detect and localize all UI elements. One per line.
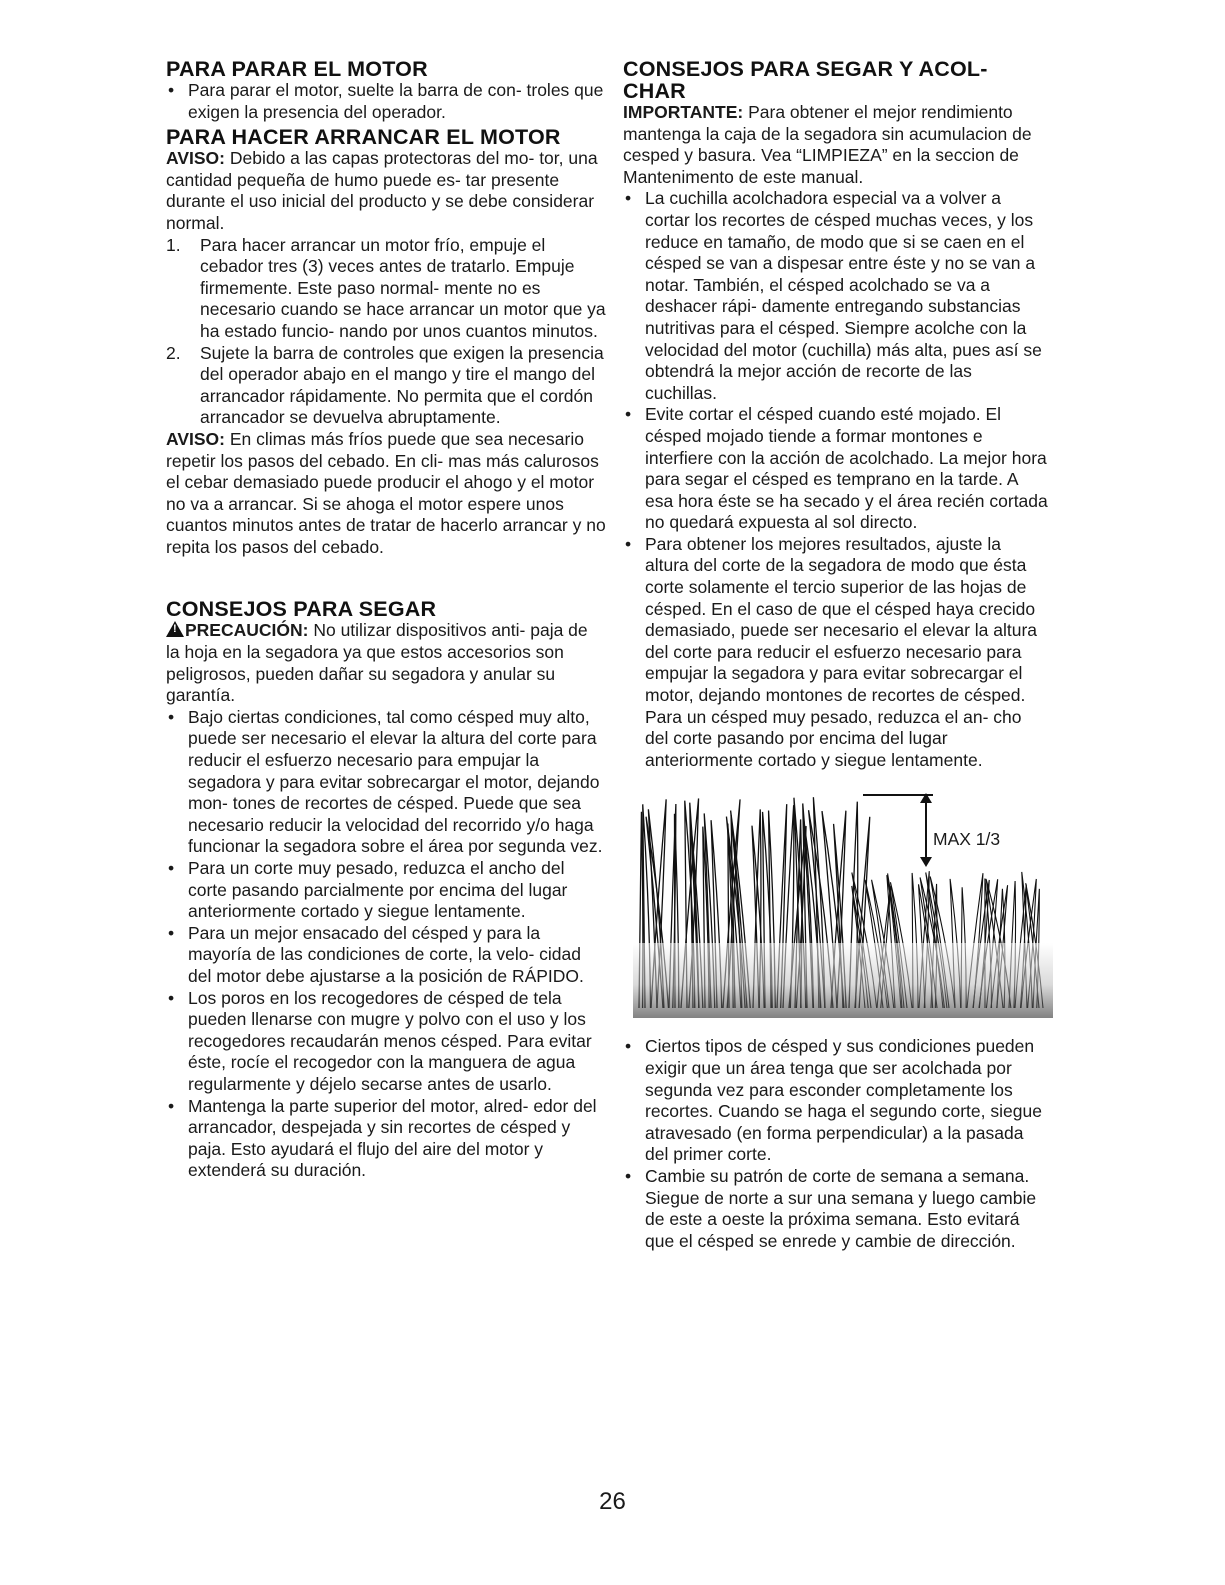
list-item: • Evite cortar el césped cuando esté mojado. El césped mojado tiende a formar montones e interfiere con la acción de acolchado. La mejor hora para segar el césped es temprano en la tarde. A esa hora éste se ha secado y el área recién cortada no quedará expuesta al sol directo.	[623, 404, 1048, 534]
list-item: • Mantenga la parte superior del motor, alred- edor del arrancador, despejada y sin recortes de césped y paja. Esto ayudará el flujo del aire del motor y extenderá su duración.	[166, 1096, 606, 1182]
mowing-tips-list	[166, 707, 606, 1182]
warning-triangle-icon	[166, 621, 184, 637]
grass-height-illustration	[633, 793, 1053, 1018]
caution-notice	[166, 620, 606, 706]
notice-text: En climas más fríos puede que sea necesario repetir los pasos del cebado. En cli- mas más calurosos el cebar demasiado puede producir el ahogo y el motor no va a arrancar. Si se ahoga el motor espere unos cuantos minutos antes de tratar de hacerlo arrancar y no repita los pasos del cebado.	[166, 428, 606, 557]
max-arrow-head-down	[920, 857, 932, 867]
step-number: 1.	[166, 234, 181, 255]
right-column	[623, 58, 1048, 1252]
stop-engine-heading: PARA PARAR EL MOTOR	[166, 57, 428, 81]
list-item: • Para obtener los mejores resultados, ajuste la altura del corte de la segadora de modo que ésta corte solamente el tercio superior de las hojas de césped. En el caso de que el césped haya crecido demasiado, puede ser necesario el elevar la altura del corte para reducir el esfuerzo necesario para empujar la segadora y para evitar sobrecargar el motor, dejando montones de recortes de césped. Para un césped muy pesado, reduzca el an- cho del corte pasando por encima del lugar anteriormente cortado y siegue lentamente.	[623, 534, 1048, 772]
list-item: • Bajo ciertas condiciones, tal como césped muy alto, puede ser necesario el elevar la altura del corte para reducir el esfuerzo necesario para empujar la segadora y para evitar sobrecargar el motor, dejando mon- tones de recortes de césped. Puede que sea necesario reducir la velocidad del recorrido y/o haga funcionar la segadora sobre el área por segunda vez.	[166, 707, 606, 858]
notice-text: Debido a las capas protectoras del mo- tor, una cantidad pequeña de humo puede es- tar presente durante el uso inicial del producto y se debe considerar normal.	[166, 148, 598, 233]
list-item: • Los poros en los recogedores de césped de tela pueden llenarse con mugre y polvo con el uso y los recogedores recaudarán menos césped. Para evitar éste, rocíe el recogedor con la manguera de agua regularmente y déjelo secarse antes de usarlo.	[166, 988, 606, 1096]
list-item	[166, 343, 606, 429]
start-steps-list	[166, 235, 606, 429]
caution-label: PRECAUCIÓN:	[185, 620, 309, 641]
caution-text: No utilizar dispositivos anti- paja de la hoja en la segadora ya que estos accesorios son peligrosos, pueden dañar su segadora y anular su garantía.	[166, 620, 588, 706]
cold-weather-notice	[166, 429, 606, 559]
important-label: IMPORTANTE:	[623, 102, 744, 122]
mulching-tips-heading: CONSEJOS PARA SEGAR Y ACOL- CHAR	[623, 57, 988, 103]
mulching-tips-list	[623, 188, 1048, 771]
list-item: • Ciertos tipos de césped y sus condiciones pueden exigir que un área tenga que ser acolchada por segunda vez para esconder completamente los recortes. Cuando se haga el segundo corte, siegue atravesado (en forma perpendicular) a la pasada del primer corte.	[623, 1036, 1048, 1166]
step-text: Para hacer arrancar un motor frío, empuje el cebador tres (3) veces antes de tratarlo. Empuje firmemente. Este paso normal- mente no es necesario cuando se hace arrancar un motor que ya ha estado funcio- nando por unos cuantos minutos.	[200, 234, 606, 341]
page-number: 26	[599, 1488, 626, 1515]
stop-engine-list	[166, 80, 606, 123]
list-item: • Para un mejor ensacado del césped y para la mayoría de las condiciones de corte, la velo- cidad del motor debe ajustarse a la posición de RÁPIDO.	[166, 923, 606, 988]
step-number: 2.	[166, 342, 181, 363]
notice-label: AVISO:	[166, 148, 225, 169]
additional-tips-list	[623, 1036, 1048, 1252]
mowing-tips-heading: CONSEJOS PARA SEGAR	[166, 597, 437, 622]
grass-drawing	[633, 793, 1053, 1018]
list-item: • Cambie su patrón de corte de semana a semana. Siegue de norte a sur una semana y luego cambie de este a oeste la próxima semana. Esto evitará que el césped se enrede y cambie de dirección.	[623, 1166, 1048, 1252]
max-cut-label: MAX 1/3	[933, 829, 1001, 850]
list-item: • Para parar el motor, suelte la barra de con- troles que exigen la presencia del operador.	[166, 80, 606, 123]
important-notice	[623, 102, 1048, 188]
left-column	[166, 58, 606, 1182]
notice-label: AVISO:	[166, 428, 225, 449]
list-item	[166, 235, 606, 343]
start-engine-heading: PARA HACER ARRANCAR EL MOTOR	[166, 125, 561, 150]
start-notice	[166, 148, 606, 234]
important-text: Para obtener el mejor rendimiento mantenga la caja de la segadora sin acumulacion de cesped y basura. Vea “LIMPIEZA” en la seccion de Mantenimento de este manual.	[623, 102, 1032, 187]
list-item: • Para un corte muy pesado, reduzca el ancho del corte pasando parcialmente por encima del lugar anteriormente cortado y siegue lentamente.	[166, 858, 606, 923]
list-item: • La cuchilla acolchadora especial va a volver a cortar los recortes de césped muchas veces, y los reduce en tamaño, de modo que si se caen en el césped se van a dispesar entre éste y no se van a notar. También, el césped acolchado se va a deshacer rápi- damente entregando substancias nutritivas para el césped. Siempre acolche con la velocidad del motor (cuchilla) más alta, pues así se obtendrá la mejor acción de recorte de las cuchillas.	[623, 188, 1048, 404]
grass-base-shading	[633, 943, 1053, 1018]
step-text: Sujete la barra de controles que exigen la presencia del operador abajo en el mango y tire el mango del arrancador rápidamente. No permita que el cordón arrancador se devuelva abruptamente.	[200, 342, 604, 428]
